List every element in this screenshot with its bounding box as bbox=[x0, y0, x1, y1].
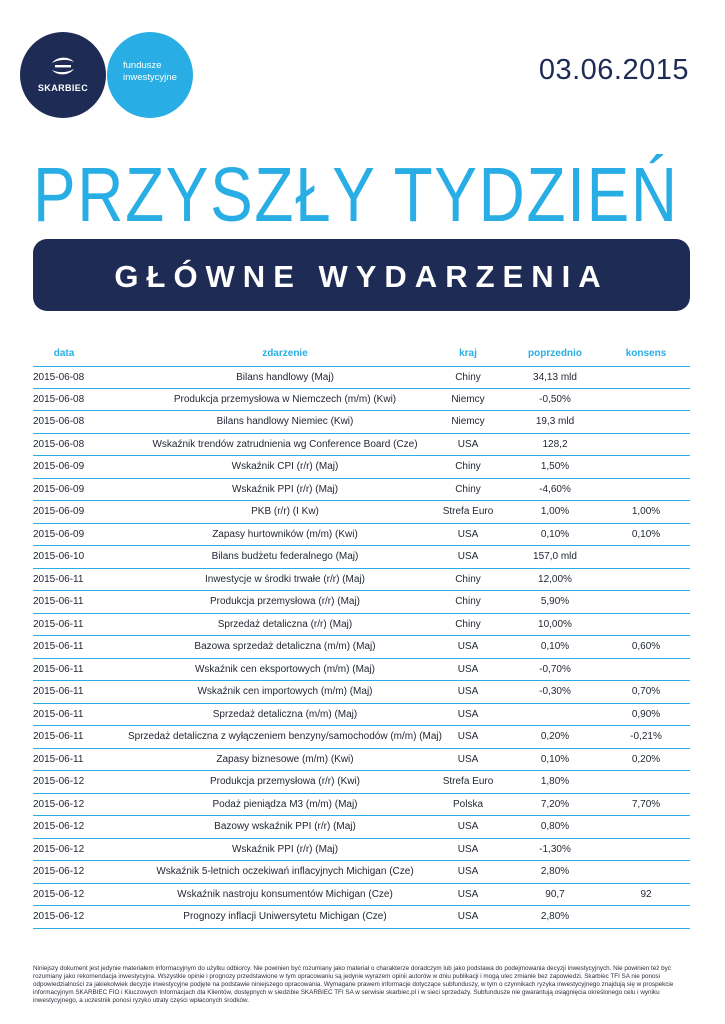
cell-date: 2015-06-09 bbox=[33, 461, 85, 472]
table-row bbox=[33, 546, 690, 569]
brand-name: SKARBIEC bbox=[37, 83, 89, 93]
cell-date: 2015-06-12 bbox=[33, 866, 85, 877]
table-row bbox=[33, 794, 690, 817]
cell-event: Wskaźnik 5-letnich oczekiwań inflacyjnych Michigan (Cze) bbox=[156, 866, 414, 877]
cell-country: USA bbox=[457, 438, 479, 450]
cell-event: Podaż pieniądza M3 (m/m) (Maj) bbox=[212, 798, 358, 810]
cell-date: 2015-06-08 bbox=[33, 393, 85, 405]
cell-event: Wskaźnik nastroju konsumentów Michigan (Cze) bbox=[177, 888, 393, 900]
cell-country: USA bbox=[457, 866, 479, 877]
cell-previous: 1,00% bbox=[540, 506, 570, 517]
cell-consensus: -0,21% bbox=[630, 731, 662, 742]
cell-country: USA bbox=[457, 888, 479, 900]
header-consensus: konsens bbox=[625, 348, 667, 359]
cell-event: Zapasy hurtowników (m/m) (Kwi) bbox=[212, 528, 358, 540]
table-row bbox=[33, 771, 690, 794]
events-table bbox=[33, 344, 690, 929]
cell-date: 2015-06-11 bbox=[33, 596, 84, 607]
cell-event: Wskaźnik PPI (r/r) (Maj) bbox=[231, 843, 339, 855]
table-row bbox=[33, 456, 690, 479]
cell-event: Produkcja przemysłowa (r/r) (Kwi) bbox=[209, 776, 361, 787]
cell-country: USA bbox=[457, 686, 479, 697]
page-title: PRZYSZŁY TYDZIEŃ bbox=[33, 152, 679, 238]
skarbiec-logo bbox=[20, 32, 106, 118]
cell-date: 2015-06-11 bbox=[33, 641, 84, 652]
cell-country: Polska bbox=[452, 798, 483, 810]
cell-date: 2015-06-12 bbox=[33, 888, 85, 900]
cell-consensus: 0,20% bbox=[631, 753, 661, 765]
cell-country: USA bbox=[457, 821, 479, 832]
cell-previous: 157,0 mld bbox=[533, 551, 577, 562]
cell-event: Wskaźnik cen eksportowych (m/m) (Maj) bbox=[194, 663, 376, 675]
cell-country: USA bbox=[457, 843, 479, 855]
table-row bbox=[33, 861, 690, 884]
cell-previous: -0,50% bbox=[539, 393, 571, 405]
cell-country: USA bbox=[457, 753, 479, 765]
table-row bbox=[33, 411, 690, 434]
cell-event: Sprzedaż detaliczna (m/m) (Maj) bbox=[212, 708, 358, 720]
cell-event: Inwestycje w środki trwałe (r/r) (Maj) bbox=[204, 573, 366, 585]
cell-country: Chiny bbox=[455, 483, 481, 495]
cell-country: USA bbox=[457, 911, 479, 922]
table-row bbox=[33, 659, 690, 682]
cell-country: USA bbox=[457, 641, 479, 652]
disclaimer: Niniejszy dokument jest jedynie materiałem informacyjnym do użytku odbiorcy. Nie powinien być rozumiany jako materiał o charakterze doradczym lub jako podstawa do podejmowania decyzji inwestycyjnych. Nie powinien też być rozumiany jako rekomendacja inwestycyjna. Wszystkie opinie i prognozy przedstawione w tym opracowaniu są jedynie wyrazem opinii autorów w dniu publikacji i mogą ulec zmianie bez zapowiedzi. Skarbiec TFI SA nie ponosi odpowiedzialności za jakiekolwiek decyzje inwestycyjne podjęte na podstawie niniejszego opracowania. Wymagane prawem informacje dotyczące subfunduszy, w tym o czynnikach ryzyka inwestycyjnego znajdują się w prospekcie informacyjnym SKARBIEC FIO i Kluczowych Informacjach dla Klientów, dostępnych w siedzibie SKARBIEC TFI SA w serwisie skarbiec.pl i w sieci sprzedaży. Subfundusze nie gwarantują osiągnięcia określonego celu i wyniku inwestycyjnego, a uczestnik ponosi ryzyko utraty części wpłaconych środków. bbox=[33, 965, 674, 1004]
cell-date: 2015-06-08 bbox=[33, 438, 85, 450]
table-body bbox=[33, 366, 690, 929]
cell-previous: -1,30% bbox=[539, 843, 571, 855]
section-banner bbox=[33, 239, 690, 311]
cell-date: 2015-06-12 bbox=[33, 821, 85, 832]
tagline-circle bbox=[107, 32, 193, 118]
cell-previous: -4,60% bbox=[539, 483, 571, 495]
cell-event: Wskaźnik cen importowych (m/m) (Maj) bbox=[197, 686, 373, 697]
cell-country: Chiny bbox=[455, 372, 481, 383]
cell-date: 2015-06-08 bbox=[33, 416, 85, 427]
cell-date: 2015-06-11 bbox=[33, 753, 84, 765]
table-row bbox=[33, 501, 690, 524]
table-row bbox=[33, 636, 690, 659]
table-row bbox=[33, 749, 690, 772]
table-row bbox=[33, 479, 690, 502]
cell-event: Bazowa sprzedaż detaliczna (m/m) (Maj) bbox=[194, 641, 376, 652]
cell-consensus: 0,90% bbox=[631, 708, 661, 720]
cell-previous: -0,70% bbox=[539, 663, 571, 675]
cell-previous: 1,80% bbox=[540, 776, 570, 787]
table-row bbox=[33, 569, 690, 592]
table-row bbox=[33, 591, 690, 614]
cell-date: 2015-06-09 bbox=[33, 528, 85, 540]
table-header bbox=[33, 344, 690, 366]
cell-country: USA bbox=[457, 551, 479, 562]
table-row bbox=[33, 704, 690, 727]
table-row bbox=[33, 366, 690, 389]
cell-date: 2015-06-09 bbox=[33, 506, 85, 517]
table-row bbox=[33, 389, 690, 412]
cell-previous: 90,7 bbox=[545, 888, 565, 900]
cell-consensus: 0,10% bbox=[631, 528, 661, 540]
cell-event: PKB (r/r) (I Kw) bbox=[251, 506, 319, 517]
cell-date: 2015-06-12 bbox=[33, 776, 85, 787]
cell-event: Produkcja przemysłowa (r/r) (Maj) bbox=[209, 596, 361, 607]
brand-tagline: fundusze inwestycyjne bbox=[123, 60, 177, 83]
cell-consensus: 0,70% bbox=[631, 686, 661, 697]
cell-date: 2015-06-10 bbox=[33, 551, 85, 562]
cell-date: 2015-06-11 bbox=[33, 618, 84, 630]
table-row bbox=[33, 681, 690, 704]
cell-country: USA bbox=[457, 708, 479, 720]
cell-previous: 0,10% bbox=[540, 528, 570, 540]
cell-country: Strefa Euro bbox=[442, 506, 494, 517]
cell-date: 2015-06-12 bbox=[33, 911, 85, 922]
cell-country: USA bbox=[457, 528, 479, 540]
cell-previous: 7,20% bbox=[540, 798, 570, 810]
cell-country: Strefa Euro bbox=[442, 776, 494, 787]
cell-country: USA bbox=[457, 731, 479, 742]
cell-country: Chiny bbox=[455, 573, 481, 585]
cell-previous: 12,00% bbox=[538, 573, 572, 585]
cell-country: Chiny bbox=[455, 618, 481, 630]
cell-previous: 2,80% bbox=[540, 866, 570, 877]
table-row bbox=[33, 884, 690, 907]
cell-date: 2015-06-12 bbox=[33, 798, 85, 810]
header-previous: poprzednio bbox=[528, 348, 582, 359]
cell-date: 2015-06-11 bbox=[33, 686, 84, 697]
cell-previous: 34,13 mld bbox=[533, 372, 577, 383]
cell-event: Wskaźnik PPI (r/r) (Maj) bbox=[231, 483, 339, 495]
cell-previous: -0,30% bbox=[539, 686, 571, 697]
table-row bbox=[33, 816, 690, 839]
cell-event: Produkcja przemysłowa w Niemczech (m/m) (Kwi) bbox=[173, 393, 397, 405]
cell-previous: 0,20% bbox=[540, 731, 570, 742]
cell-date: 2015-06-11 bbox=[33, 573, 84, 585]
cell-date: 2015-06-11 bbox=[33, 663, 84, 675]
cell-previous: 5,90% bbox=[540, 596, 570, 607]
cell-country: Chiny bbox=[455, 596, 481, 607]
skarbiec-logo-icon bbox=[49, 54, 77, 78]
cell-previous: 10,00% bbox=[538, 618, 572, 630]
table-row bbox=[33, 434, 690, 457]
cell-date: 2015-06-11 bbox=[33, 708, 84, 720]
header-date: data bbox=[53, 348, 75, 359]
cell-event: Sprzedaż detaliczna z wyłączeniem benzyny/samochodów (m/m) (Maj) bbox=[127, 731, 442, 742]
banner-title: GŁÓWNE WYDARZENIA bbox=[114, 259, 609, 294]
cell-date: 2015-06-08 bbox=[33, 372, 85, 383]
cell-country: Niemcy bbox=[451, 416, 485, 427]
cell-country: Chiny bbox=[455, 461, 481, 472]
cell-country: Niemcy bbox=[451, 393, 485, 405]
cell-event: Wskaźnik CPI (r/r) (Maj) bbox=[231, 461, 339, 472]
cell-event: Zapasy biznesowe (m/m) (Kwi) bbox=[216, 753, 354, 765]
table-row bbox=[33, 839, 690, 862]
cell-country: USA bbox=[457, 663, 479, 675]
cell-event: Bilans handlowy (Maj) bbox=[236, 372, 334, 383]
cell-date: 2015-06-12 bbox=[33, 843, 85, 855]
cell-consensus: 7,70% bbox=[631, 798, 661, 810]
table-row bbox=[33, 906, 690, 929]
cell-previous: 1,50% bbox=[540, 461, 570, 472]
cell-date: 2015-06-11 bbox=[33, 731, 84, 742]
cell-previous: 19,3 mld bbox=[535, 416, 575, 427]
cell-consensus: 92 bbox=[640, 888, 652, 900]
cell-consensus: 0,60% bbox=[631, 641, 661, 652]
cell-previous: 0,80% bbox=[540, 821, 570, 832]
cell-event: Prognozy inflacji Uniwersytetu Michigan (Cze) bbox=[183, 911, 387, 922]
header-event: zdarzenie bbox=[262, 348, 308, 359]
cell-event: Wskaźnik trendów zatrudnienia wg Conference Board (Cze) bbox=[152, 438, 418, 450]
cell-consensus: 1,00% bbox=[631, 506, 661, 517]
cell-date: 2015-06-09 bbox=[33, 483, 85, 495]
cell-previous: 0,10% bbox=[540, 641, 570, 652]
cell-event: Sprzedaż detaliczna (r/r) (Maj) bbox=[217, 618, 353, 630]
table-row bbox=[33, 524, 690, 547]
table-row bbox=[33, 726, 690, 749]
cell-previous: 128,2 bbox=[542, 438, 568, 450]
header-country: kraj bbox=[459, 348, 477, 359]
cell-event: Bilans budżetu federalnego (Maj) bbox=[211, 551, 359, 562]
table-row bbox=[33, 614, 690, 637]
cell-previous: 0,10% bbox=[540, 753, 570, 765]
cell-event: Bilans handlowy Niemiec (Kwi) bbox=[216, 416, 354, 427]
cell-event: Bazowy wskaźnik PPI (r/r) (Maj) bbox=[214, 821, 356, 832]
cell-previous: 2,80% bbox=[540, 911, 570, 922]
report-date: 03.06.2015 bbox=[538, 54, 689, 86]
